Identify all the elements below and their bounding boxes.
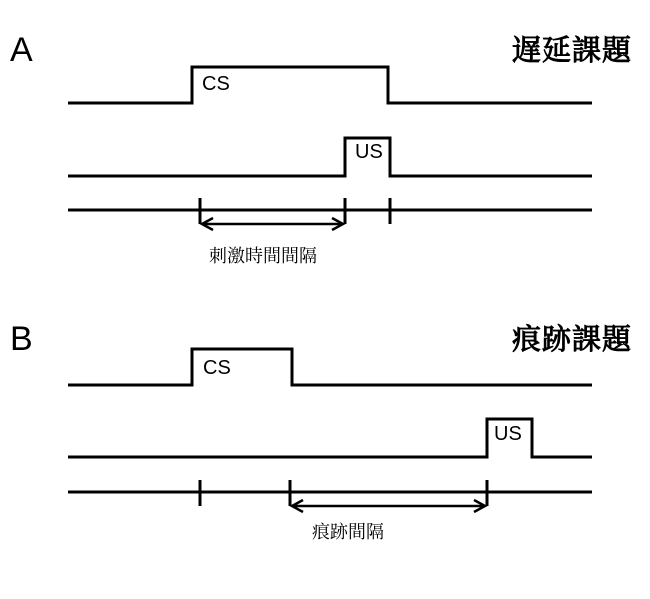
panel-b-trace-interval-arrow <box>292 500 485 512</box>
panel-a-isi-arrow <box>202 218 343 230</box>
panel-a-us-trace <box>68 138 592 176</box>
panel-a-us-label: US <box>355 141 383 163</box>
panel-a-interval-label: 刺激時間間隔 <box>209 246 317 267</box>
panel-a-cs-label: CS <box>202 73 230 95</box>
panel-a-letter: A <box>10 31 33 69</box>
panel-a-title: 遅延課題 <box>511 33 632 67</box>
panel-b-cs-label: CS <box>203 357 231 379</box>
panel-b-letter: B <box>10 320 33 358</box>
panel-b-interval-label: 痕跡間隔 <box>312 522 384 543</box>
panel-b-us-label: US <box>494 423 522 445</box>
panel-a-cs-trace <box>68 67 592 103</box>
panel-b-title: 痕跡課題 <box>511 322 632 356</box>
